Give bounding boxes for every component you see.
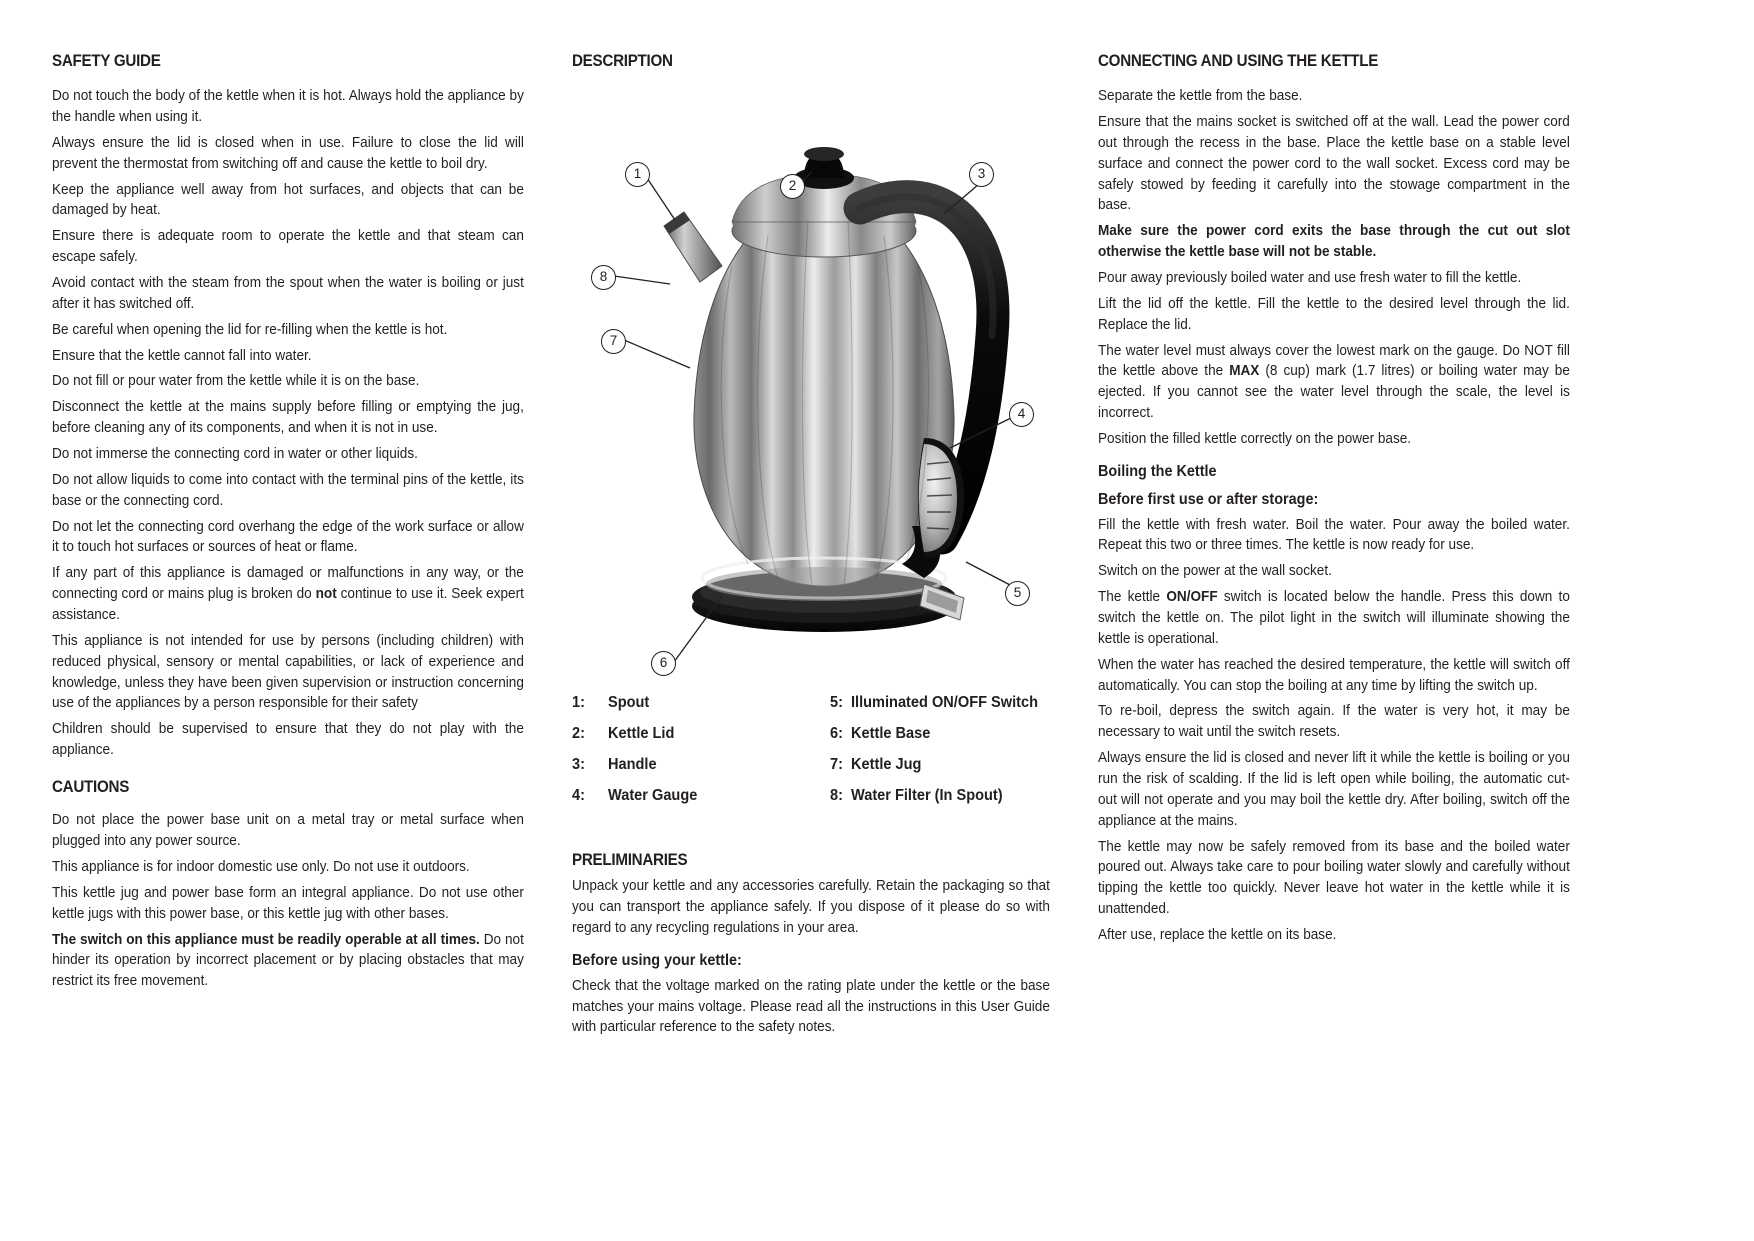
part-number-5: 5: xyxy=(830,694,844,712)
cautions-paragraph-switch xyxy=(52,930,524,993)
part-number-6: 6: xyxy=(830,725,844,743)
cautions-heading: CAUTIONS xyxy=(52,778,130,797)
cautions-paragraph-3: This kettle jug and power base form an integral appliance. Do not use other kettle jugs with this power base, or this kettle jug with other bases. xyxy=(52,884,524,922)
callout-7: 7 xyxy=(601,329,626,354)
safety-paragraph-3: Keep the appliance well away from hot surfaces, and objects that can be damaged by heat. xyxy=(52,181,524,219)
cautions-paragraph-2: This appliance is for indoor domestic use only. Do not use it outdoors. xyxy=(52,858,470,875)
part-label-8: Water Filter (In Spout) xyxy=(851,787,1003,805)
damaged-text-after: continue to use it. Seek expert assistance. xyxy=(52,586,524,624)
max-text-before: The water level must always cover the lowest mark on the gauge. Do NOT fill the kettle above the xyxy=(1098,342,1570,380)
safety-paragraph-11: Do not allow liquids to come into contact with the terminal pins of the kettle, its base or the connecting cord. xyxy=(52,471,524,509)
part-label-4: Water Gauge xyxy=(608,787,698,805)
part-label-6: Kettle Base xyxy=(851,725,931,743)
switch-text-after: Do not hinder its operation by incorrect placement or by placing obstacles that may restrict its free movement. xyxy=(52,931,524,990)
pour-away-paragraph: Pour away previously boiled water and use fresh water to fill the kettle. xyxy=(1098,270,1522,287)
lid-closed-paragraph: Always ensure the lid is closed and never lift it while the kettle is boiling or you run the risk of scalding. If the lid is left open while boiling, the automatic cut-out will not operate and you may boil the kettle dry. After boiling, switch off the appliance at the mains. xyxy=(1098,750,1570,829)
preliminaries-block xyxy=(572,851,1050,1038)
max-fill-paragraph xyxy=(1098,341,1570,424)
callout-5: 5 xyxy=(1005,581,1030,606)
part-number-2: 2: xyxy=(572,725,585,743)
reboil-paragraph: To re-boil, depress the switch again. If the water is very hot, it may be necessary to wait until the switch resets. xyxy=(1098,703,1570,741)
callout-6: 6 xyxy=(651,651,676,676)
kettle-diagram xyxy=(572,86,1050,671)
switch-text-bold: The switch on this appliance must be readily operable at all times. xyxy=(52,931,480,948)
middle-column xyxy=(572,52,1050,1221)
left-column xyxy=(52,52,524,1221)
safety-paragraph-12: Do not let the connecting cord overhang the edge of the work surface or allow it to touch hot surfaces or sources of heat or flame. xyxy=(52,518,524,556)
before-using-paragraph: Check that the voltage marked on the rating plate under the kettle or the base matches your mains voltage. Please read all the instructions in this User Guide with particular reference to the safety notes. xyxy=(572,977,1050,1036)
part-number-7: 7: xyxy=(830,756,844,774)
auto-switch-off-paragraph: When the water has reached the desired temperature, the kettle will switch off automatically. You can stop the boiling at any time by lifting the switch up. xyxy=(1098,656,1570,694)
preliminaries-heading: PRELIMINARIES xyxy=(572,851,688,870)
part-label-1: Spout xyxy=(608,694,650,712)
callout-1: 1 xyxy=(625,162,650,187)
part-label-5: Illuminated ON/OFF Switch xyxy=(851,694,1039,712)
part-number-3: 3: xyxy=(572,756,585,774)
connecting-paragraph-1: Separate the kettle from the base. xyxy=(1098,88,1303,105)
three-column-layout xyxy=(52,52,1710,1221)
safety-paragraph-7: Ensure that the kettle cannot fall into water. xyxy=(52,347,312,364)
pour-out-paragraph: The kettle may now be safely removed from its base and the boiled water poured out. Always take care to pour boiling water slowly and carefully without tipping the kettle too quickly. Never leave hot water in the kettle while it is unattended. xyxy=(1098,838,1570,918)
first-use-paragraph: Fill the kettle with fresh water. Boil the water. Pour away the boiled water. Repeat this two or three times. The kettle is now ready for use. xyxy=(1098,516,1570,554)
safety-paragraph-6: Be careful when opening the lid for re-filling when the kettle is hot. xyxy=(52,321,448,338)
part-label-3: Handle xyxy=(608,756,657,774)
damaged-text-before: If any part of this appliance is damaged or malfunctions in any way, or the connecting cord or mains plug is broken do xyxy=(52,565,524,603)
part-number-1: 1: xyxy=(572,694,585,712)
safety-paragraph-8: Do not fill or pour water from the kettle while it is on the base. xyxy=(52,373,420,390)
safety-guide-heading: SAFETY GUIDE xyxy=(52,52,161,70)
preliminaries-paragraph: Unpack your kettle and any accessories carefully. Retain the packaging so that you can transport the appliance safely. If you dispose of it please do so with regard to any recycling regulations in your area. xyxy=(572,878,1050,936)
parts-list xyxy=(572,687,1050,811)
onoff-text-before: The kettle xyxy=(1098,589,1167,606)
before-using-heading: Before using your kettle: xyxy=(572,951,742,969)
damaged-text-bold: not xyxy=(315,586,337,603)
safety-paragraph-2: Always ensure the lid is closed when in use. Failure to close the lid will prevent the thermostat from switching off and cause the kettle to boil dry. xyxy=(52,134,524,172)
boiling-the-kettle-heading: Boiling the Kettle xyxy=(1098,462,1217,480)
connecting-heading: CONNECTING AND USING THE KETTLE xyxy=(1098,52,1379,70)
safety-paragraph-damaged xyxy=(52,563,524,626)
switch-on-power-paragraph: Switch on the power at the wall socket. xyxy=(1098,563,1332,580)
connecting-paragraph-2: Ensure that the mains socket is switched off at the wall. Lead the power cord out through the recess in the base. Place the kettle base on a stable level surface and connect the power cord to the wall socket. Excess cord may be safely stowed by feeding it carefully into the stowage compartment in the base. xyxy=(1098,114,1570,214)
cautions-paragraph-1: Do not place the power base unit on a metal tray or metal surface when plugged into any power source. xyxy=(52,812,524,850)
callout-8: 8 xyxy=(591,265,616,290)
safety-paragraph-10: Do not immerse the connecting cord in water or other liquids. xyxy=(52,446,418,463)
part-number-8: 8: xyxy=(830,787,844,805)
safety-paragraph-1: Do not touch the body of the kettle when it is hot. Always hold the appliance by the handle when using it. xyxy=(52,88,524,125)
part-number-4: 4: xyxy=(572,787,585,805)
safety-paragraph-children: Children should be supervised to ensure that they do not play with the appliance. xyxy=(52,721,524,759)
callout-2: 2 xyxy=(780,174,805,199)
description-heading: DESCRIPTION xyxy=(572,52,673,70)
callout-4: 4 xyxy=(1009,402,1034,427)
before-first-use-heading: Before first use or after storage: xyxy=(1098,490,1319,508)
max-text-bold: MAX xyxy=(1229,363,1260,380)
safety-paragraph-4: Ensure there is adequate room to operate the kettle and that steam can escape safely. xyxy=(52,228,524,266)
safety-paragraph-persons: This appliance is not intended for use by persons (including children) with reduced physical, sensory or mental capabilities, or lack of experience and knowledge, unless they have been given supervision or instruction concerning use of the appliances by a person responsible for their safety xyxy=(52,632,524,712)
part-label-7: Kettle Jug xyxy=(851,756,922,774)
onoff-switch-paragraph xyxy=(1098,587,1570,650)
safety-paragraph-5: Avoid contact with the steam from the spout when the water is boiling or just after it has switched off. xyxy=(52,275,524,312)
lift-lid-paragraph: Lift the lid off the kettle. Fill the kettle to the desired level through the lid. Replace the lid. xyxy=(1098,295,1570,333)
after-use-paragraph: After use, replace the kettle on its base. xyxy=(1098,926,1337,943)
onoff-text-after: switch is located below the handle. Press this down to switch the kettle on. The pilot light in the switch will illuminate showing the kettle is operational. xyxy=(1098,589,1570,647)
position-kettle-paragraph: Position the filled kettle correctly on the power base. xyxy=(1098,431,1412,448)
onoff-text-bold: ON/OFF xyxy=(1166,589,1218,606)
callout-3: 3 xyxy=(969,162,994,187)
safety-paragraph-9: Disconnect the kettle at the mains supply before filling or emptying the jug, before cleaning any of its components, and when it is not in use. xyxy=(52,399,524,437)
cord-slot-paragraph: Make sure the power cord exits the base through the cut out slot otherwise the kettle base will not be stable. xyxy=(1098,223,1570,261)
max-text-after: (8 cup) mark (1.7 litres) or boiling water may be ejected. If you cannot see the water level through the scale, the level is incorrect. xyxy=(1098,363,1570,422)
part-label-2: Kettle Lid xyxy=(608,725,675,743)
right-column xyxy=(1098,52,1570,1221)
